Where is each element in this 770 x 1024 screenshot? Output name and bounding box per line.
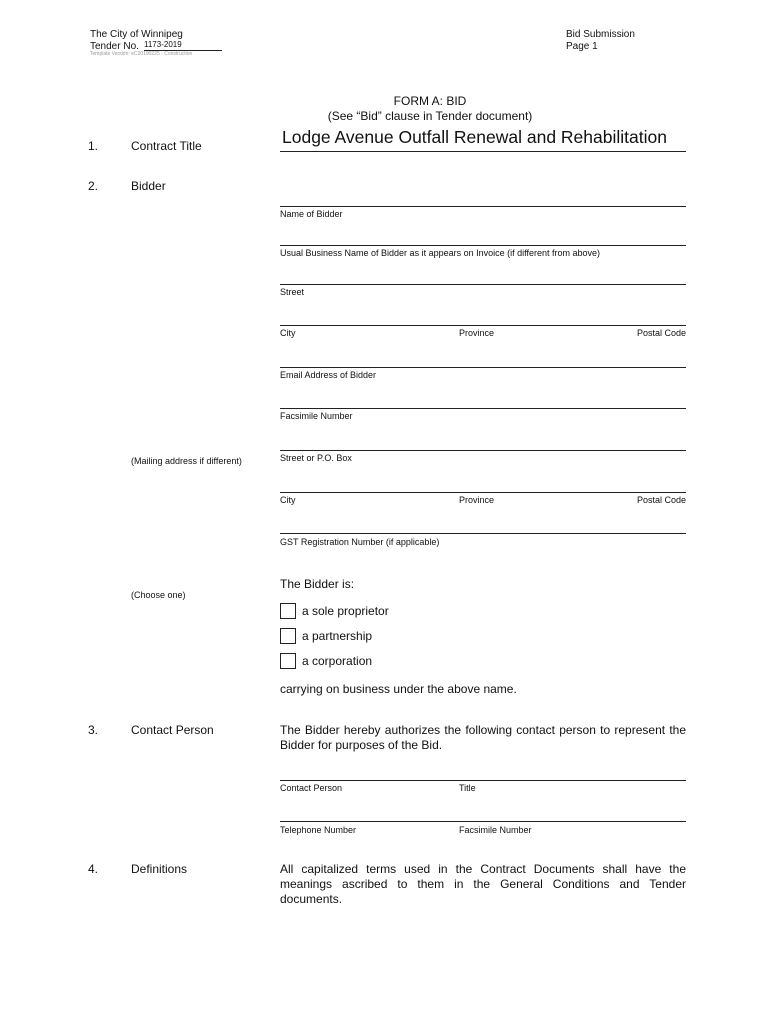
section-1-label: Contract Title xyxy=(131,139,202,153)
fax-caption: Facsimile Number xyxy=(280,411,353,421)
section-4-number: 4. xyxy=(88,862,99,876)
section-2-label: Bidder xyxy=(131,179,166,193)
po-street-caption: Street or P.O. Box xyxy=(280,453,352,463)
form-subtitle: (See “Bid” clause in Tender document) xyxy=(327,109,533,123)
template-note: Template Version: eC20190225 - Construction xyxy=(90,51,193,57)
bidder-name-caption: Name of Bidder xyxy=(280,209,343,219)
email-field[interactable] xyxy=(280,367,686,368)
form-title: FORM A: BID xyxy=(393,94,467,108)
street-field[interactable] xyxy=(280,284,686,285)
po-street-field[interactable] xyxy=(280,450,686,451)
section-3-number: 3. xyxy=(88,723,99,737)
usual-name-field[interactable] xyxy=(280,245,686,246)
contract-title-value[interactable]: Lodge Avenue Outfall Renewal and Rehabilitation xyxy=(282,127,667,147)
bidder-name-field[interactable] xyxy=(280,206,686,207)
carrying-on-business-text: carrying on business under the above name. xyxy=(280,682,517,696)
contact-person-text: The Bidder hereby authorizes the following contact person to represent the Bidder for purposes of the Bid. xyxy=(280,723,686,752)
tender-label: Tender No. xyxy=(90,41,139,52)
section-1-number: 1. xyxy=(88,139,99,153)
corporation-label: a corporation xyxy=(302,654,373,668)
corporation-checkbox[interactable] xyxy=(280,653,296,669)
sole-proprietor-label: a sole proprietor xyxy=(302,604,389,618)
mailing-province-caption: Province xyxy=(459,495,495,505)
usual-name-caption: Usual Business Name of Bidder as it appears on Invoice (if different from above) xyxy=(280,248,600,258)
telephone-field[interactable] xyxy=(280,821,686,822)
gst-caption: GST Registration Number (if applicable) xyxy=(280,537,440,547)
telephone-caption: Telephone Number xyxy=(280,825,357,835)
contact-title-caption: Title xyxy=(459,783,476,793)
mailing-postal-caption: Postal Code xyxy=(636,495,686,505)
section-2-number: 2. xyxy=(88,179,99,193)
mailing-city-field[interactable] xyxy=(280,492,686,493)
sole-proprietor-checkbox[interactable] xyxy=(280,603,296,619)
city-name: The City of Winnipeg xyxy=(90,29,183,40)
mailing-address-note: (Mailing address if different) xyxy=(131,456,242,466)
tender-number: 1173-2019 xyxy=(144,40,182,49)
contact-person-caption: Contact Person xyxy=(280,783,343,793)
city-caption: City xyxy=(280,328,296,338)
city-field[interactable] xyxy=(280,325,686,326)
page-number: Page 1 xyxy=(566,41,598,52)
choose-one-note: (Choose one) xyxy=(131,590,186,600)
bidder-is-heading: The Bidder is: xyxy=(280,577,355,591)
bid-submission-label: Bid Submission xyxy=(566,29,635,40)
section-3-label: Contact Person xyxy=(131,723,214,737)
contact-fax-caption: Facsimile Number xyxy=(459,825,532,835)
email-caption: Email Address of Bidder xyxy=(280,370,377,380)
province-caption: Province xyxy=(459,328,495,338)
mailing-city-caption: City xyxy=(280,495,296,505)
contact-person-field[interactable] xyxy=(280,780,686,781)
postal-code-caption: Postal Code xyxy=(636,328,686,338)
contract-title-line xyxy=(280,151,686,152)
section-4-label: Definitions xyxy=(131,862,188,876)
definitions-text: All capitalized terms used in the Contract Documents shall have the meanings ascribed to them in the General Conditions and Tender documents. xyxy=(280,862,686,906)
street-caption: Street xyxy=(280,287,305,297)
gst-field[interactable] xyxy=(280,533,686,534)
fax-field[interactable] xyxy=(280,408,686,409)
partnership-label: a partnership xyxy=(302,629,373,643)
partnership-checkbox[interactable] xyxy=(280,628,296,644)
